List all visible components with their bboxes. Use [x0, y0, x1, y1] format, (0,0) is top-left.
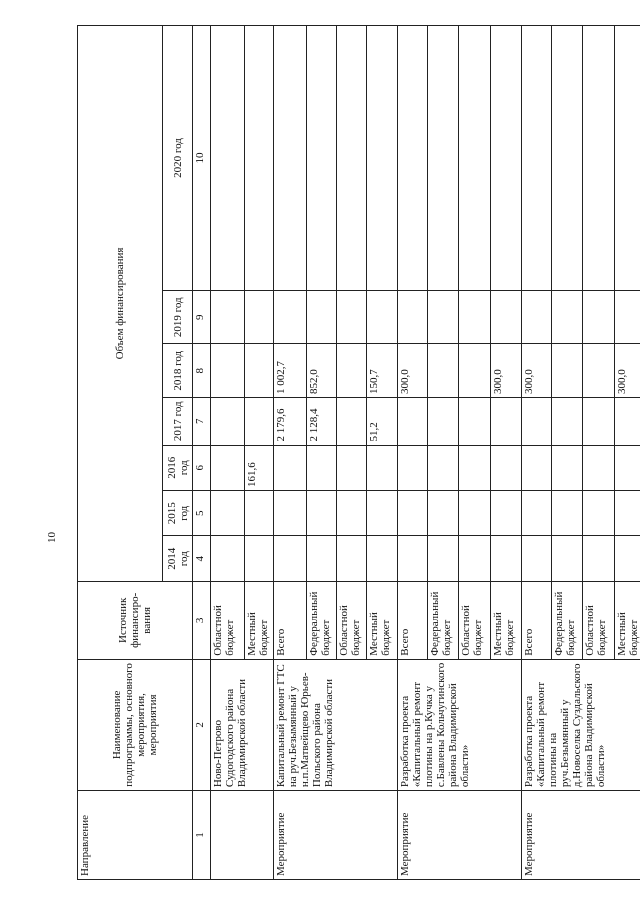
value-cell	[522, 536, 552, 581]
year-header: 2014 год	[163, 536, 193, 581]
source-cell: Всего	[274, 581, 307, 659]
value-cell	[491, 490, 522, 535]
event-name-cell: Разработка проекта «Капитальный ремонт плотины на руч.Безымянный у д.Новоселка Суздальского района Владимирской области»	[522, 659, 640, 790]
value-cell: 300,0	[398, 344, 428, 398]
value-cell	[522, 398, 552, 445]
value-cell	[211, 490, 245, 535]
column-number: 3	[193, 581, 211, 659]
value-cell	[337, 344, 367, 398]
table-row	[522, 26, 552, 880]
table-row	[211, 26, 245, 880]
source-cell: Всего	[522, 581, 552, 659]
value-cell	[274, 536, 307, 581]
value-cell	[245, 536, 274, 581]
value-cell	[459, 290, 491, 344]
value-cell	[428, 445, 459, 490]
source-cell: Федеральный бюджет	[428, 581, 459, 659]
column-number: 5	[193, 490, 211, 535]
value-cell	[245, 344, 274, 398]
value-cell	[367, 445, 398, 490]
year-header: 2020 год	[163, 26, 193, 291]
value-cell	[615, 290, 640, 344]
value-cell	[274, 26, 307, 291]
value-cell	[615, 445, 640, 490]
value-cell	[245, 398, 274, 445]
value-cell	[491, 536, 522, 581]
value-cell	[459, 536, 491, 581]
source-cell: Местный бюджет	[491, 581, 522, 659]
value-cell	[491, 398, 522, 445]
year-header: 2017 год	[163, 398, 193, 445]
value-cell: 161,6	[245, 445, 274, 490]
value-cell	[245, 490, 274, 535]
value-cell	[398, 26, 428, 291]
event-name-cell: Капитальный ремонт ГТС на руч.Безымянный у н.п.Матвейщево Юрьев-Польского района Владимирской области	[274, 659, 398, 790]
value-cell: 51,2	[367, 398, 398, 445]
value-cell	[398, 445, 428, 490]
financing-table	[77, 25, 640, 880]
source-cell: Местный бюджет	[245, 581, 274, 659]
source-cell: Местный бюджет	[367, 581, 398, 659]
value-cell	[398, 536, 428, 581]
value-cell	[245, 26, 274, 291]
value-cell	[491, 445, 522, 490]
value-cell	[552, 536, 583, 581]
value-cell	[307, 290, 337, 344]
value-cell	[398, 398, 428, 445]
value-cell	[428, 26, 459, 291]
value-cell	[552, 290, 583, 344]
event-name-cell: Разработка проекта «Капитальный ремонт плотины на р.Кучка у с.Бавлены Кольчугинского района Владимирской области»	[398, 659, 522, 790]
value-cell	[428, 490, 459, 535]
value-cell	[307, 536, 337, 581]
direction-cell: Мероприятие	[274, 791, 398, 880]
value-cell	[367, 490, 398, 535]
value-cell	[274, 490, 307, 535]
value-cell	[615, 398, 640, 445]
value-cell	[583, 290, 615, 344]
column-number: 2	[193, 659, 211, 790]
value-cell	[211, 445, 245, 490]
value-cell	[211, 536, 245, 581]
value-cell	[552, 344, 583, 398]
value-cell	[307, 26, 337, 291]
year-header: 2016 год	[163, 445, 193, 490]
header-source: Источник финансиро-вания	[78, 581, 193, 659]
value-cell	[583, 490, 615, 535]
direction-cell: Мероприятие	[522, 791, 640, 880]
rotated-table-container	[77, 25, 640, 880]
column-number: 8	[193, 344, 211, 398]
value-cell	[367, 290, 398, 344]
value-cell	[337, 536, 367, 581]
column-number: 6	[193, 445, 211, 490]
value-cell	[552, 445, 583, 490]
value-cell	[367, 26, 398, 291]
value-cell	[211, 344, 245, 398]
source-cell: Всего	[398, 581, 428, 659]
value-cell	[428, 290, 459, 344]
column-number: 7	[193, 398, 211, 445]
value-cell	[552, 490, 583, 535]
value-cell	[211, 26, 245, 291]
value-cell	[583, 26, 615, 291]
header-name: Наименование подпрограммы, основного мероприятия, мероприятия	[78, 659, 193, 790]
value-cell	[337, 26, 367, 291]
value-cell	[491, 290, 522, 344]
header-volume: Объем финансирования	[78, 26, 163, 582]
value-cell	[552, 398, 583, 445]
value-cell: 300,0	[491, 344, 522, 398]
value-cell	[337, 398, 367, 445]
column-number: 10	[193, 26, 211, 291]
value-cell	[552, 26, 583, 291]
value-cell	[428, 344, 459, 398]
value-cell: 150,7	[367, 344, 398, 398]
value-cell	[583, 344, 615, 398]
year-header: 2019 год	[163, 290, 193, 344]
header-row-1	[78, 26, 163, 880]
value-cell: 852,0	[307, 344, 337, 398]
value-cell	[428, 536, 459, 581]
value-cell	[615, 26, 640, 291]
value-cell	[459, 26, 491, 291]
value-cell	[337, 445, 367, 490]
value-cell	[522, 290, 552, 344]
event-name-cell: Ново-Петрово Судогодского района Владимирской области	[211, 659, 274, 790]
value-cell	[367, 536, 398, 581]
source-cell: Областной бюджет	[583, 581, 615, 659]
column-numbers-row	[193, 26, 211, 880]
value-cell	[428, 398, 459, 445]
value-cell: 300,0	[615, 344, 640, 398]
value-cell	[274, 445, 307, 490]
value-cell	[398, 490, 428, 535]
value-cell	[491, 26, 522, 291]
value-cell	[583, 445, 615, 490]
source-cell: Местный бюджет	[615, 581, 640, 659]
value-cell	[274, 290, 307, 344]
value-cell	[522, 26, 552, 291]
source-cell: Федеральный бюджет	[307, 581, 337, 659]
value-cell	[459, 398, 491, 445]
value-cell	[211, 398, 245, 445]
value-cell	[583, 398, 615, 445]
value-cell	[337, 290, 367, 344]
column-number: 9	[193, 290, 211, 344]
value-cell: 300,0	[522, 344, 552, 398]
value-cell	[459, 490, 491, 535]
value-cell	[398, 290, 428, 344]
page-number: 10	[46, 532, 58, 543]
value-cell	[459, 344, 491, 398]
value-cell: 2 128,4	[307, 398, 337, 445]
value-cell	[211, 290, 245, 344]
year-header: 2015 год	[163, 490, 193, 535]
source-cell: Областной бюджет	[337, 581, 367, 659]
column-number: 4	[193, 536, 211, 581]
column-number: 1	[193, 791, 211, 880]
source-cell: Федеральный бюджет	[552, 581, 583, 659]
value-cell	[522, 445, 552, 490]
table-row	[398, 26, 428, 880]
source-cell: Областной бюджет	[211, 581, 245, 659]
header-direction: Направление	[78, 791, 193, 880]
direction-cell	[211, 791, 274, 880]
value-cell	[307, 490, 337, 535]
value-cell	[307, 445, 337, 490]
source-cell: Областной бюджет	[459, 581, 491, 659]
value-cell: 2 179,6	[274, 398, 307, 445]
value-cell	[245, 290, 274, 344]
year-header: 2018 год	[163, 344, 193, 398]
value-cell	[522, 490, 552, 535]
value-cell: 1 002,7	[274, 344, 307, 398]
table-row	[274, 26, 307, 880]
value-cell	[459, 445, 491, 490]
value-cell	[615, 536, 640, 581]
value-cell	[583, 536, 615, 581]
value-cell	[337, 490, 367, 535]
direction-cell: Мероприятие	[398, 791, 522, 880]
value-cell	[615, 490, 640, 535]
